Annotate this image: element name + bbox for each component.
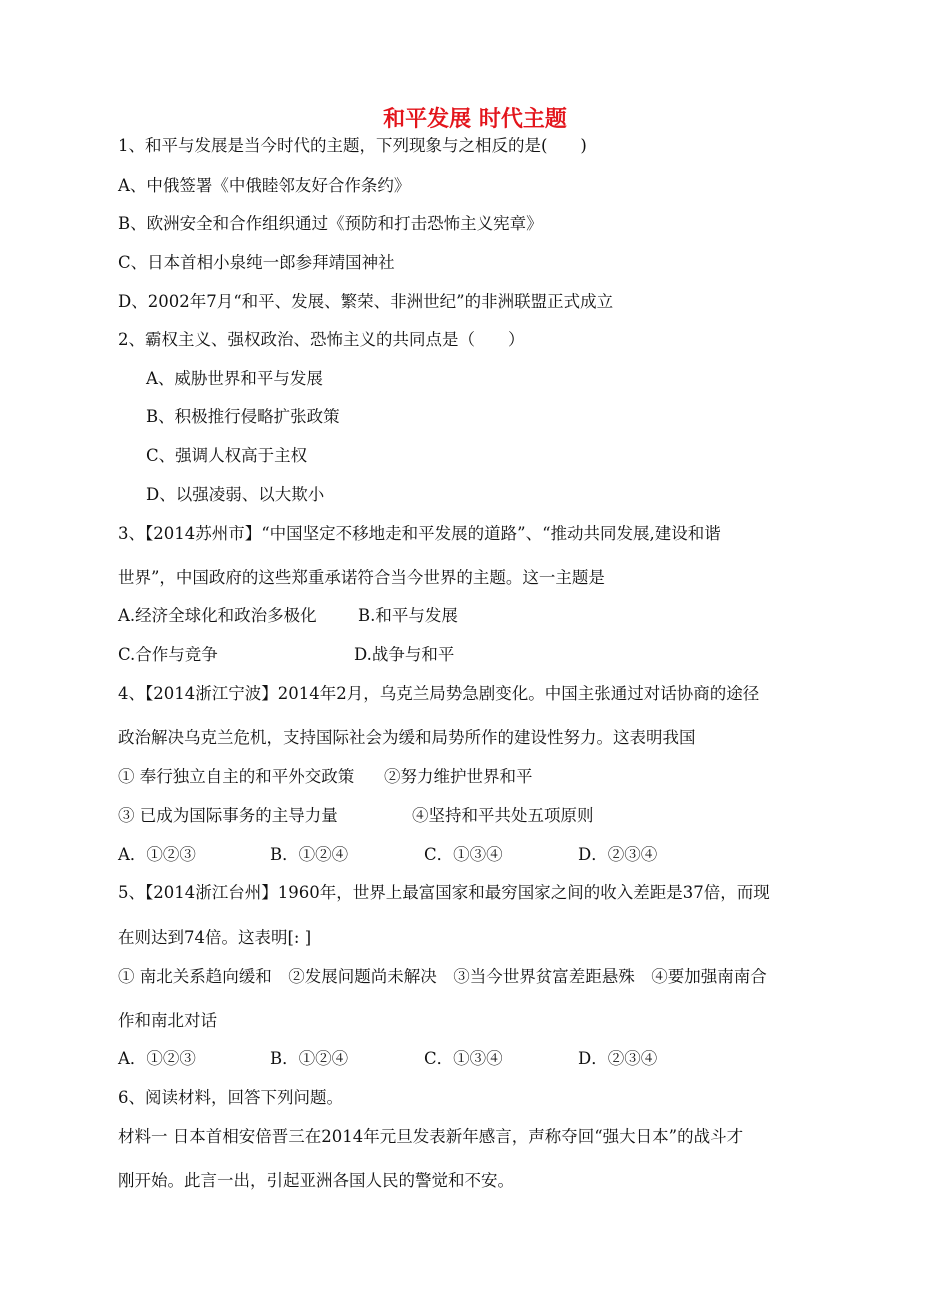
q4-stem-line2: 政治解决乌克兰危机，支持国际社会为缓和局势所作的建设性努力。这表明我国 (118, 728, 696, 747)
q5-statements-line1: ① 南北关系趋向缓和 ②发展问题尚未解决 ③当今世界贫富差距悬殊 ④要加强南南合 (118, 967, 767, 986)
q1-option-d: D、2002年7月“和平、发展、繁荣、非洲世纪”的非洲联盟正式成立 (118, 292, 614, 311)
q5-stem-line2: 在则达到74倍。这表明[: ] (118, 928, 312, 947)
q5-stem-line1: 5、【2014浙江台州】1960年，世界上最富国家和最穷国家之间的收入差距是37倍，而现 (118, 883, 770, 902)
q4-statement-1: ① 奉行独立自主的和平外交政策 (118, 767, 355, 786)
q3-option-c: C.合作与竞争 (118, 645, 218, 664)
q3-option-b: B.和平与发展 (358, 606, 458, 625)
q3-option-a: A.经济全球化和政治多极化 (118, 606, 317, 625)
q2-option-c: C、强调人权高于主权 (146, 446, 308, 465)
q1-stem: 1、和平与发展是当今时代的主题，下列现象与之相反的是( ) (118, 136, 587, 155)
q4-statement-4: ④坚持和平共处五项原则 (412, 806, 594, 825)
q4-stem-line1: 4、【2014浙江宁波】2014年2月，乌克兰局势急剧变化。中国主张通过对话协商的途径 (118, 684, 760, 703)
q6-material1-line2: 刚开始。此言一出，引起亚洲各国人民的警觉和不安。 (118, 1171, 514, 1190)
q2-option-b: B、积极推行侵略扩张政策 (146, 407, 340, 426)
q3-stem-line2: 世界”，中国政府的这些郑重承诺符合当今世界的主题。这一主题是 (118, 568, 605, 587)
q5-option-c: C．①③④ (424, 1049, 503, 1068)
q5-statements-line2: 作和南北对话 (118, 1011, 217, 1030)
q5-option-b: B．①②④ (270, 1049, 349, 1068)
q4-option-b: B．①②④ (270, 845, 349, 864)
q1-option-a: A、中俄签署《中俄睦邻友好合作条约》 (118, 176, 411, 195)
q4-option-c: C．①③④ (424, 845, 503, 864)
document-title: 和平发展 时代主题 (383, 107, 567, 132)
q1-option-c: C、日本首相小泉纯一郎参拜靖国神社 (118, 253, 395, 272)
q2-option-a: A、威胁世界和平与发展 (146, 369, 323, 388)
q6-stem: 6、阅读材料，回答下列问题。 (118, 1088, 343, 1107)
q4-option-d: D．②③④ (578, 845, 658, 864)
q4-statement-3: ③ 已成为国际事务的主导力量 (118, 806, 338, 825)
q2-option-d: D、以强凌弱、以大欺小 (146, 485, 325, 504)
q1-option-b: B、欧洲安全和合作组织通过《预防和打击恐怖主义宪章》 (118, 214, 543, 233)
q3-stem-line1: 3、【2014苏州市】“中国坚定不移地走和平发展的道路”、“推动共同发展,建设和谐 (118, 524, 721, 543)
q6-material1-line1: 材料一 日本首相安倍晋三在2014年元旦发表新年感言，声称夺回“强大日本”的战斗才 (118, 1127, 744, 1146)
q2-stem: 2、霸权主义、强权政治、恐怖主义的共同点是（ ） (118, 330, 525, 349)
q4-statement-2: ②努力维护世界和平 (384, 767, 533, 786)
q3-option-d: D.战争与和平 (354, 645, 455, 664)
q5-option-d: D．②③④ (578, 1049, 658, 1068)
q5-option-a: A．①②③ (118, 1049, 196, 1068)
q4-option-a: A．①②③ (118, 845, 196, 864)
